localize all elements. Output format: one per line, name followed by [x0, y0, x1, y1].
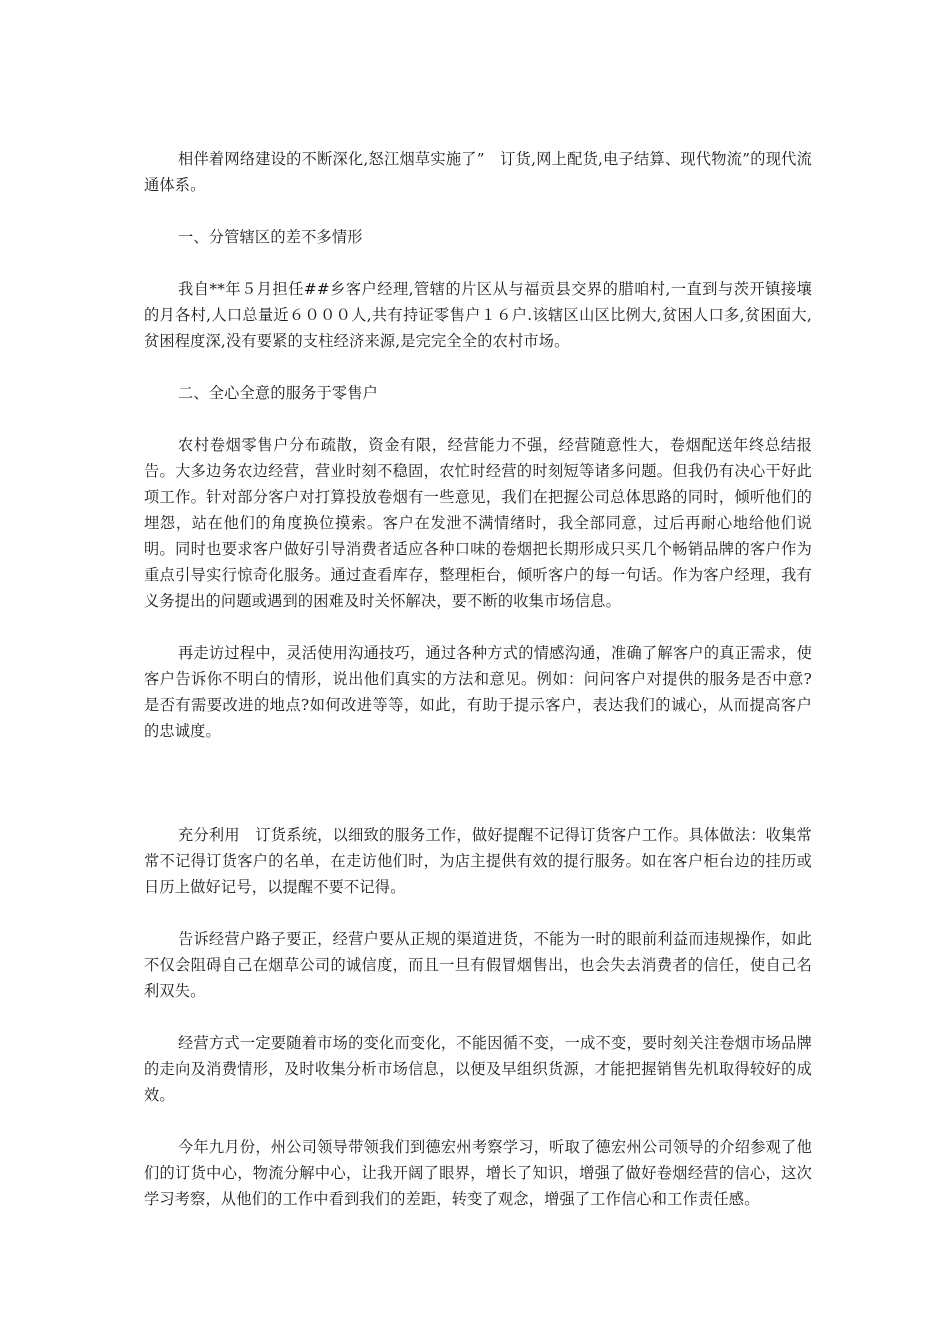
paragraph-spacer [144, 614, 812, 640]
district-paragraph: 我自**年５月担任##乡客户经理,管辖的片区从与福贡县交界的腊咱村,一直到与茨开镇接壤的月各村,人口总量近６０００人,共有持证零售户１６户.该辖区山区比例大,贫困人口多,贫困面大,贫困程度深,没有要紧的支柱经济来源,是完完全全的农村市场。 [144, 280, 812, 350]
service-paragraph: 农村卷烟零售户分布疏散，资金有限，经营能力不强，经营随意性大，卷烟配送年终总结报告。大多边务农边经营，营业时刻不稳固，农忙时经营的时刻短等诸多问题。但我仍有决心干好此项工作。针对部分客户对打算投放卷烟有一些意见，我们在把握公司总体思路的同时，倾听他们的埋怨，站在他们的角度换位摸索。客户在发泄不满情绪时，我全部同意，过后再耐心地给他们说明。同时也要求客户做好引导消费者适应各种口味的卷烟把长期形成只买几个畅销品牌的客户作为重点引导实行惊奇化服务。通过查看库存，整理柜台，倾听客户的每一句话。作为客户经理，我有义务提出的问题或遇到的困难及时关怀解决，要不断的收集市场信息。 [144, 436, 812, 610]
paragraph-spacer [144, 198, 812, 224]
paragraph-spacer-large [144, 744, 812, 822]
visit-paragraph: 再走访过程中，灵活使用沟通技巧，通过各种方式的情感沟通，准确了解客户的真正需求，使客户告诉你不明白的情形，说出他们真实的方法和意见。例如：问问客户对提供的服务是否中意?是否有需要改进的地点?如何改进等等，如此，有助于提示客户，表达我们的诚心，从而提高客户的忠诚度。 [144, 644, 812, 740]
section-heading-1: 一、分管辖区的差不多情形 [178, 228, 363, 246]
intro-paragraph: 相伴着网络建设的不断深化,怒江烟草实施了” 订货,网上配货,电子结算、现代物流”的现代流通体系。 [144, 150, 812, 194]
ordering-system-paragraph: 充分利用 订货系统，以细致的服务工作，做好提醒不记得订货客户工作。具体做法：收集常常不记得订货客户的名单，在走访他们时，为店主提供有效的提行服务。如在客户柜台边的挂历或日历上做好记号，以提醒不要不记得。 [144, 826, 812, 896]
paragraph-spacer [144, 406, 812, 432]
channel-paragraph: 告诉经营户路子要正，经营户要从正规的渠道进货，不能为一时的眼前利益而违规操作，如此不仅会阻碍自己在烟草公司的诚信度，而且一旦有假冒烟售出，也会失去消费者的信任，使自己名利双失。 [144, 930, 812, 1000]
document-page [144, 146, 812, 1212]
paragraph-spacer [144, 1004, 812, 1030]
paragraph-spacer [144, 900, 812, 926]
study-trip-paragraph: 今年九月份，州公司领导带领我们到德宏州考察学习，听取了德宏州公司领导的介绍参观了他们的订货中心，物流分解中心，让我开阔了眼界，增长了知识，增强了做好卷烟经营的信心，这次学习考察，从他们的工作中看到我们的差距，转变了观念，增强了工作信心和工作责任感。 [144, 1138, 812, 1208]
paragraph-spacer [144, 1108, 812, 1134]
section-heading-2: 二、全心全意的服务于零售户 [178, 384, 379, 402]
paragraph-spacer [144, 354, 812, 380]
paragraph-spacer [144, 250, 812, 276]
market-paragraph: 经营方式一定要随着市场的变化而变化，不能因循不变，一成不变，要时刻关注卷烟市场品牌的走向及消费情形，及时收集分析市场信息，以便及早组织货源，才能把握销售先机取得较好的成效。 [144, 1034, 812, 1104]
